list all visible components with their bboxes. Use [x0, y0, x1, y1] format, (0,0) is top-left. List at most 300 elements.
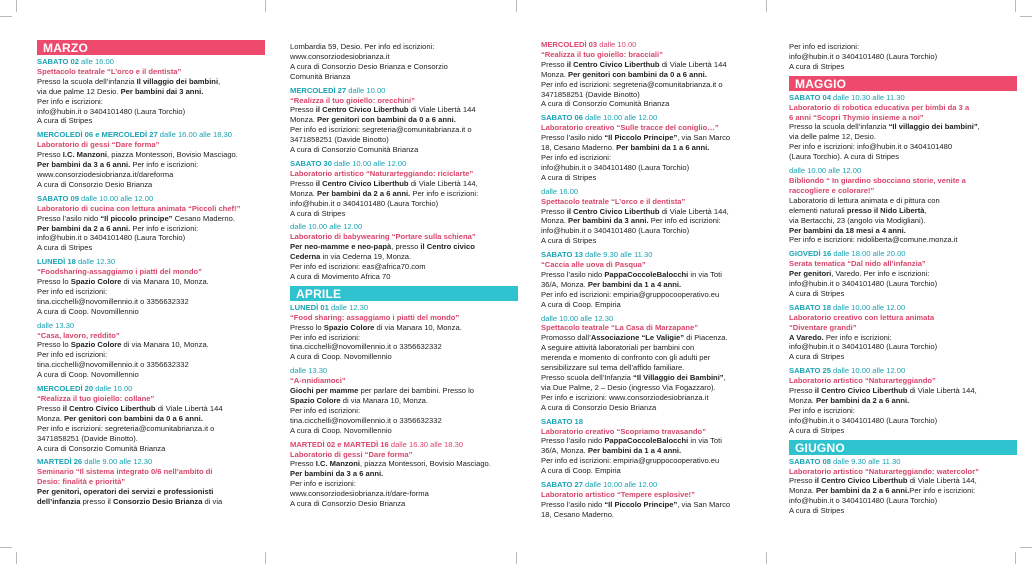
event-title: Laboratorio di robotica educativa per bimbi da 3 a	[789, 102, 970, 112]
event-text-line	[290, 52, 518, 62]
event-text-line	[290, 323, 518, 333]
body-text: Per info ed iscrizioni:	[789, 42, 860, 51]
event-date: MERCOLEDÌ 03	[541, 40, 598, 49]
event-text-line	[541, 143, 769, 153]
event-entry	[789, 249, 1017, 299]
event-text-line	[290, 499, 518, 509]
event-entry	[37, 457, 265, 507]
body-text: info@hubin.it o 3404101480 (Laura Torchio)	[789, 51, 938, 61]
body-text: , presso	[391, 242, 421, 252]
emphasis-text: il Centro Civico Liberthub	[62, 403, 156, 413]
event-title: “Realizza il tuo gioiello: collane”	[37, 394, 155, 403]
body-text: A cura di Consorzio Desio Brianza	[37, 179, 153, 189]
event-text-line	[541, 403, 769, 413]
body-text: Presso l’asilo nido	[541, 499, 605, 509]
body-text: Presso l’asilo nido	[37, 213, 101, 223]
event-time: dalle 10.00 alle 12.00	[830, 366, 906, 376]
event-text-line	[541, 500, 769, 510]
event-text-line	[37, 116, 265, 126]
event-entry	[37, 130, 265, 189]
event-date: LUNEDÌ 01	[290, 302, 329, 312]
body-text: di via	[202, 497, 223, 507]
event-text-line	[541, 353, 769, 363]
event-title: Laboratorio artistico “Naturarteggiando: watercolor”	[789, 466, 979, 476]
event-text-line	[541, 70, 769, 80]
event-entry	[541, 480, 769, 520]
event-time: dalle 10.00 alle 12.30	[541, 313, 614, 323]
event-date-time	[541, 113, 769, 123]
event-date-time	[541, 40, 769, 50]
event-title: “Realizza il tuo gioiello: orecchini”	[290, 95, 415, 105]
emphasis-text: “Il Villaggio dei Bambini”	[633, 373, 724, 382]
crop-mark	[265, 0, 266, 12]
event-text-line	[290, 242, 518, 252]
event-time: alle 16.00	[78, 57, 114, 66]
event-text-line	[37, 87, 265, 97]
event-title: Bibliondo “ In giardino sbocciano storie, venite a	[789, 175, 966, 185]
event-text-line	[37, 180, 265, 190]
event-text-line	[541, 80, 769, 90]
event-title: “A-nnidiamoci”	[290, 376, 346, 386]
event-text-line	[541, 300, 769, 310]
emphasis-text: Per genitori, operatori dei servizi e professionisti	[37, 487, 214, 497]
event-date-time	[541, 314, 769, 324]
event-time: dalle 10.00 alle 12.00	[789, 166, 862, 176]
event-entry	[789, 366, 1017, 435]
body-text: A cura di Stripes	[789, 352, 845, 362]
body-text: A cura di Coop. Empiria	[541, 466, 621, 476]
emphasis-text: Per bambini da 2 a 6 anni.	[816, 396, 910, 405]
body-text: Presso	[37, 403, 63, 413]
emphasis-text: Per genitori con bambini da 0 a 6 anni.	[317, 115, 456, 125]
event-text-line	[541, 236, 769, 246]
body-text: info@hubin.it o 3404101480 (Laura Torchio)	[541, 162, 690, 172]
event-date-time	[37, 194, 265, 204]
body-text: A cura di Stripes	[37, 243, 93, 253]
event-text-line	[789, 152, 1017, 162]
emphasis-text: Per bambini da 2 a 6 anni.	[816, 486, 910, 496]
emphasis-text: il Centro Civico Liberthub	[315, 178, 409, 188]
body-text: Per info e iscrizioni:	[130, 160, 199, 170]
body-text: 18, Cesano Maderno.	[541, 509, 615, 519]
body-text: Presso	[789, 386, 815, 396]
body-text: Cesano Maderno.	[172, 213, 235, 223]
body-text: via delle palme 12, Desio.	[789, 132, 876, 142]
event-date: SABATO 27	[541, 480, 583, 490]
crop-mark	[1020, 547, 1032, 548]
body-text: , Varedo. Per info e iscrizioni:	[831, 269, 930, 279]
event-text-line	[541, 446, 769, 456]
event-date: MERCOLEDÌ 06 e MERCOLEDÌ 27	[37, 130, 158, 140]
event-title: Serata tematica “Dal nido all’infanzia”	[789, 259, 926, 269]
crop-mark	[766, 552, 767, 564]
event-date-time	[37, 57, 265, 67]
event-text-line	[37, 150, 265, 160]
event-text-line	[290, 189, 518, 199]
event-text-line	[37, 497, 265, 507]
body-text: di Viale Libertà 144,	[907, 386, 977, 396]
event-time: dalle 12.30	[75, 257, 116, 267]
body-text: Per info ed iscrizioni:	[648, 216, 721, 226]
event-text-line	[290, 262, 518, 272]
emphasis-text: Per bambini da 1 a 4 anni.	[587, 279, 682, 289]
body-text: ,	[977, 122, 980, 132]
event-text-line	[541, 163, 769, 173]
event-text-line	[37, 424, 265, 434]
body-text: Per info e iscrizioni:	[909, 486, 976, 496]
body-text: A cura di Consorzio Desio Brianza	[290, 499, 406, 509]
event-date: SABATO 25	[789, 366, 831, 376]
event-entry	[37, 194, 265, 253]
body-text: di via Manara 10, Monza.	[374, 322, 462, 332]
event-title: Desio: finalità e priorità”	[37, 477, 126, 487]
emphasis-text: PappaCoccoleBalocchi	[604, 269, 689, 279]
event-date: SABATO 04	[789, 92, 831, 102]
emphasis-text: Associazione “Le Valigie”	[590, 333, 685, 343]
body-text: sensibilizzare sul tema dell’affido familiare.	[541, 363, 685, 373]
event-text-line	[290, 135, 518, 145]
event-date: SABATO 06	[541, 113, 583, 123]
body-text: Presso	[541, 59, 567, 69]
body-text: elementi naturali	[789, 205, 847, 215]
event-time: dalle 10.00 alle 12.00	[830, 302, 906, 312]
event-text-line	[37, 404, 265, 414]
event-time: dalle 9.30 alle 11.30	[582, 250, 653, 260]
event-date-time	[789, 457, 1017, 467]
emphasis-text: Per bambini da 2 a 6 anni.	[37, 223, 131, 233]
event-text-line	[290, 115, 518, 125]
event-text-line	[290, 145, 518, 155]
event-text-line	[789, 122, 1017, 132]
body-text: A cura di Consorzio Comunità Brianza	[541, 99, 670, 109]
month-header-aprile: APRILE	[290, 286, 518, 301]
body-text: 18, Cesano Maderno.	[541, 143, 617, 153]
emphasis-text: il Centro Civico Liberthub	[315, 105, 409, 115]
body-text: Presso l’asilo nido	[541, 436, 605, 446]
body-text: Per info e iscrizioni:	[410, 188, 479, 198]
body-text: A cura di Stripes	[789, 61, 845, 71]
body-text: Per info e iscrizioni: www.consorziodesiobrianza.it	[541, 392, 709, 402]
event-text-line	[541, 466, 769, 476]
body-text: Per info e iscrizioni:	[789, 405, 855, 415]
body-text: info@hubin.it o 3404101480 (Laura Torchio)	[37, 233, 186, 243]
emphasis-text: Per bambini da 3 a 6 anni.	[37, 160, 131, 170]
event-text-line	[37, 297, 265, 307]
event-entry	[541, 113, 769, 182]
event-text-line	[541, 153, 769, 163]
event-text-line	[541, 436, 769, 446]
event-text-line	[541, 383, 769, 393]
body-text: A seguire attività laboratoriali per bambini con	[541, 343, 695, 353]
body-text: Per info e iscrizioni:	[290, 479, 356, 489]
body-text: Presso la scuola dell’infanzia	[789, 122, 889, 132]
event-date: LUNEDÌ 18	[37, 257, 76, 267]
event-text-line	[290, 469, 518, 479]
event-date-time	[789, 303, 1017, 313]
event-text-line	[290, 72, 518, 82]
event-text-line	[541, 373, 769, 383]
event-text-line	[789, 386, 1017, 396]
body-text: di Viale Libertà 144	[659, 59, 727, 69]
event-text-line	[37, 243, 265, 253]
body-text: di Viale Libertà 144,	[408, 178, 478, 188]
event-date: MERCOLEDÌ 27	[290, 85, 347, 95]
body-text: ,	[924, 205, 927, 215]
emphasis-text: Consorzio Desio Brianza	[112, 497, 203, 507]
emphasis-text: il Centro Civico Liberthub	[814, 386, 908, 396]
body-text: A cura di Stripes	[37, 116, 93, 126]
body-text: Presso lo	[290, 322, 324, 332]
emphasis-text: Per bambini da 3 anni.	[568, 216, 649, 226]
event-time: dalle 9.00 alle 12.30	[82, 457, 153, 467]
event-date-time	[541, 417, 769, 427]
column-2	[290, 42, 518, 513]
event-date: SABATO 13	[541, 250, 583, 260]
event-title: 6 anni “Scopri Thymio insieme a noi”	[789, 112, 924, 122]
event-text-line	[541, 226, 769, 236]
event-title: Laboratorio di gessi “Dare forma”	[290, 449, 413, 459]
crop-mark	[1020, 16, 1032, 17]
body-text: A cura di Movimento Africa 70	[290, 271, 391, 281]
emphasis-text: A Varedo.	[789, 332, 824, 342]
emphasis-text: Per neo-mamme e neo-papà	[290, 242, 392, 252]
event-time: dalle 13.30	[290, 366, 328, 376]
event-text-line	[789, 426, 1017, 436]
body-text: in via Toti	[688, 269, 722, 279]
body-text: Per info e iscrizioni:	[823, 332, 892, 342]
event-entry	[290, 222, 518, 281]
body-text: A cura di Consorzio Comunità Brianza	[290, 145, 419, 155]
emphasis-text: il Centro civico	[420, 242, 475, 252]
emphasis-text: Per bambini da 1 a 6 anni.	[616, 143, 710, 153]
event-date-time	[290, 159, 518, 169]
event-time: dalle 10.00	[93, 384, 133, 394]
emphasis-text: Spazio Colore	[70, 277, 122, 287]
event-title: Spettacolo teatrale “L’orco e il dentista”	[541, 196, 686, 206]
event-text-line	[541, 456, 769, 466]
month-header-maggio: MAGGIO	[789, 76, 1017, 91]
body-text: Presso	[789, 476, 815, 486]
emphasis-text: Per bambini dai 3 anni.	[120, 86, 204, 96]
event-entry	[290, 366, 518, 435]
event-text-line	[290, 479, 518, 489]
column-3	[541, 40, 769, 524]
event-entry	[789, 166, 1017, 245]
emphasis-text: Il villaggio dei bambini	[136, 76, 219, 86]
event-entry	[789, 93, 1017, 162]
body-text: Presso l’asilo nido	[541, 133, 605, 143]
event-text-line	[789, 269, 1017, 279]
body-text: , via San Marco	[677, 133, 731, 143]
event-title: “Realizza il tuo gioiello: bracciali”	[541, 49, 663, 59]
event-text-line	[541, 60, 769, 70]
event-title: Spettacolo teatrale “L’orco e il dentista”	[37, 66, 182, 76]
event-date-time	[789, 93, 1017, 103]
event-text-line	[290, 406, 518, 416]
body-text: ,	[218, 76, 221, 86]
body-text: di Viale Libertà 144,	[907, 476, 977, 486]
body-text: Presso	[290, 178, 316, 188]
event-title: Laboratorio artistico “Tempere esplosive!”	[541, 489, 695, 499]
body-text: www.consorziodesiobrianza.it/dare-forma	[290, 489, 429, 499]
event-date-time	[789, 249, 1017, 259]
body-text: A cura di Consorzio Desio Brianza	[541, 402, 657, 412]
crop-mark	[0, 547, 12, 548]
event-date-time	[37, 130, 265, 140]
body-text: , piazza Montessori, Bovisio Masciago.	[360, 459, 491, 469]
event-title: Laboratorio di cucina con lettura animata “Piccoli chef!”	[37, 203, 241, 213]
emphasis-text: Cederna	[290, 252, 321, 262]
body-text: 3471858251 (Davide Binotto).	[37, 433, 138, 443]
event-text-line	[541, 133, 769, 143]
crop-mark	[516, 0, 517, 12]
event-time: dalle 10.00 alle 12.00	[331, 158, 407, 168]
emphasis-text: il Centro Civico Liberthub	[566, 59, 660, 69]
event-title: raccogliere e colorare!”	[789, 185, 875, 195]
event-text-line	[789, 235, 1017, 245]
event-text-line	[37, 77, 265, 87]
body-text: Monza.	[789, 396, 817, 405]
event-text-line	[541, 280, 769, 290]
body-text: www.consorziodesiobrianza.it/dareforma	[37, 169, 174, 179]
body-text: Per info ed iscrizioni:	[364, 42, 435, 51]
body-text: di via Manara 10, Monza.	[121, 340, 209, 350]
event-text-line	[37, 277, 265, 287]
body-text: Per info ed iscrizioni:	[37, 286, 108, 296]
event-title: Spettacolo teatrale “La Casa di Marzapane”	[541, 323, 698, 333]
event-entry	[789, 457, 1017, 516]
event-time: dalle 10.00 alle 12.00	[582, 480, 658, 490]
body-text: Per info ed iscrizioni: eas@africa70.com	[290, 262, 426, 272]
event-date-time	[37, 321, 265, 331]
event-text-line	[541, 510, 769, 520]
body-text: info@hubin.it o 3404101480 (Laura Torchio)	[37, 106, 186, 116]
emphasis-text: dell’infanzia	[37, 497, 81, 507]
emphasis-text: Per genitori	[789, 269, 832, 279]
event-text-line	[290, 352, 518, 362]
event-date: GIOVEDÌ 16	[789, 249, 832, 259]
event-title: Seminario “Il sistema integrato 0/6 nell’ambito di	[37, 467, 213, 477]
emphasis-text: Spazio Colore	[323, 322, 375, 332]
body-text: tina.cicchelli@novomillennio.it o 3356632332	[290, 342, 442, 352]
month-header-giugno: GIUGNO	[789, 440, 1017, 455]
body-text: A cura di Coop. Novomillennio	[37, 370, 139, 380]
event-text-line	[37, 160, 265, 170]
body-text: Monza.	[541, 216, 569, 226]
body-text: A cura di Coop. Novomillennio	[290, 425, 392, 435]
emphasis-text: “Il Piccolo Principe”	[604, 499, 678, 509]
body-text: Promosso dall’	[541, 333, 591, 343]
event-text-line	[37, 170, 265, 180]
event-date-time	[37, 257, 265, 267]
event-time: dalle 13.30	[37, 320, 75, 330]
body-text: Presso l’asilo nido	[541, 269, 605, 279]
body-text: tina.cicchelli@novomillennio.it o 3356632332	[290, 415, 442, 425]
event-time: dalle 10.00	[597, 40, 637, 49]
event-date-time	[37, 457, 265, 467]
event-date: SABATO 02	[37, 57, 79, 66]
event-entry	[541, 187, 769, 246]
body-text: Laboratorio di lettura animata e di pittura con	[789, 195, 940, 205]
event-date: SABATO 18	[789, 302, 831, 312]
body-text: Presso	[290, 459, 316, 469]
emphasis-text: “Il piccolo principe”	[100, 213, 173, 223]
event-text-line	[789, 352, 1017, 362]
emphasis-text: il Centro Civico Liberthub	[814, 476, 908, 486]
emphasis-text: Per bambini da 3 a 6 anni.	[290, 469, 384, 479]
body-text: in via Cederna 19, Monza.	[320, 252, 412, 262]
body-text: Monza.	[290, 188, 318, 198]
event-text-line	[541, 333, 769, 343]
emphasis-text: Spazio Colore	[70, 340, 122, 350]
event-text-line	[541, 207, 769, 217]
body-text: info@hubin.it o 3404101480 (Laura Torchio)	[789, 415, 938, 425]
event-date: SABATO 18	[541, 416, 583, 426]
body-text: info@hubin.it o 3404101480 (Laura Torchio)	[789, 279, 938, 289]
body-text: Presso	[37, 150, 63, 160]
month-header-marzo: MARZO	[37, 40, 265, 55]
event-date-time	[541, 250, 769, 260]
event-title: Laboratorio artistico “Naturarteggiando: riciclarte”	[290, 168, 474, 178]
body-text: A cura di Coop. Empiria	[541, 299, 621, 309]
event-text-line	[290, 125, 518, 135]
body-text: Per info e iscrizioni: info@hubin.it o 3404101480	[789, 142, 953, 152]
body-text: A cura di Stripes	[541, 236, 597, 246]
body-text: in via Toti	[688, 436, 722, 446]
event-text-line	[541, 343, 769, 353]
body-text: di Viale Libertà 144,	[659, 206, 729, 216]
body-text: Per info ed iscrizioni: empiria@gruppocooperativo.eu	[541, 289, 720, 299]
emphasis-text: Spazio Colore	[290, 396, 341, 405]
body-text: di Viale Libertà 144	[408, 105, 476, 115]
body-text: Presso scuola dell’Infanzia	[541, 373, 634, 382]
body-text: A cura di Coop. Novomillennio	[37, 306, 139, 316]
body-text: A cura di Stripes	[789, 506, 845, 516]
body-text: Per info ed iscrizioni: empiria@gruppocooperativo.eu	[541, 456, 720, 466]
body-text: di Viale Libertà 144	[155, 403, 223, 413]
body-text: , piazza Montessori, Bovisio Masciago.	[107, 150, 238, 160]
event-date: MERCOLEDÌ 20	[37, 384, 94, 394]
event-text-line	[290, 416, 518, 426]
event-text-line	[37, 434, 265, 444]
event-entry	[290, 159, 518, 218]
event-date-time	[290, 86, 518, 96]
event-text-line	[37, 107, 265, 117]
event-entry	[789, 303, 1017, 362]
body-text: www.consorziodesiobrianza.it	[290, 51, 390, 61]
crop-mark	[0, 16, 12, 17]
event-text-line	[37, 370, 265, 380]
event-title: Laboratorio di babywearing “Portare sulla schiena”	[290, 232, 476, 242]
event-text-line	[789, 226, 1017, 236]
body-text: Presso lo	[37, 277, 71, 287]
emphasis-text: PappaCoccoleBalocchi	[604, 436, 689, 446]
crop-mark	[265, 552, 266, 564]
body-text: Monza.	[37, 413, 65, 423]
emphasis-text: presso il Nido Libertà	[846, 205, 925, 215]
event-text-line	[37, 224, 265, 234]
event-entry	[541, 40, 769, 109]
event-text-line	[789, 289, 1017, 299]
event-time: dalle 10.00 alle 12.00	[290, 222, 363, 232]
body-text: Lombardia 59, Desio.	[290, 42, 365, 51]
body-text: info@hubin.it o 3404101480 (Laura Torchio)	[789, 496, 938, 506]
body-text: Per info ed iscrizioni:	[37, 350, 108, 360]
body-text: Per info ed iscrizioni: segreteria@comunitabrianza.it o	[541, 79, 723, 89]
event-time: dalle 10.30 alle 11.30	[830, 92, 905, 102]
body-text: 36/A, Monza.	[541, 446, 588, 456]
emphasis-text: I.C. Manzoni	[62, 150, 108, 160]
